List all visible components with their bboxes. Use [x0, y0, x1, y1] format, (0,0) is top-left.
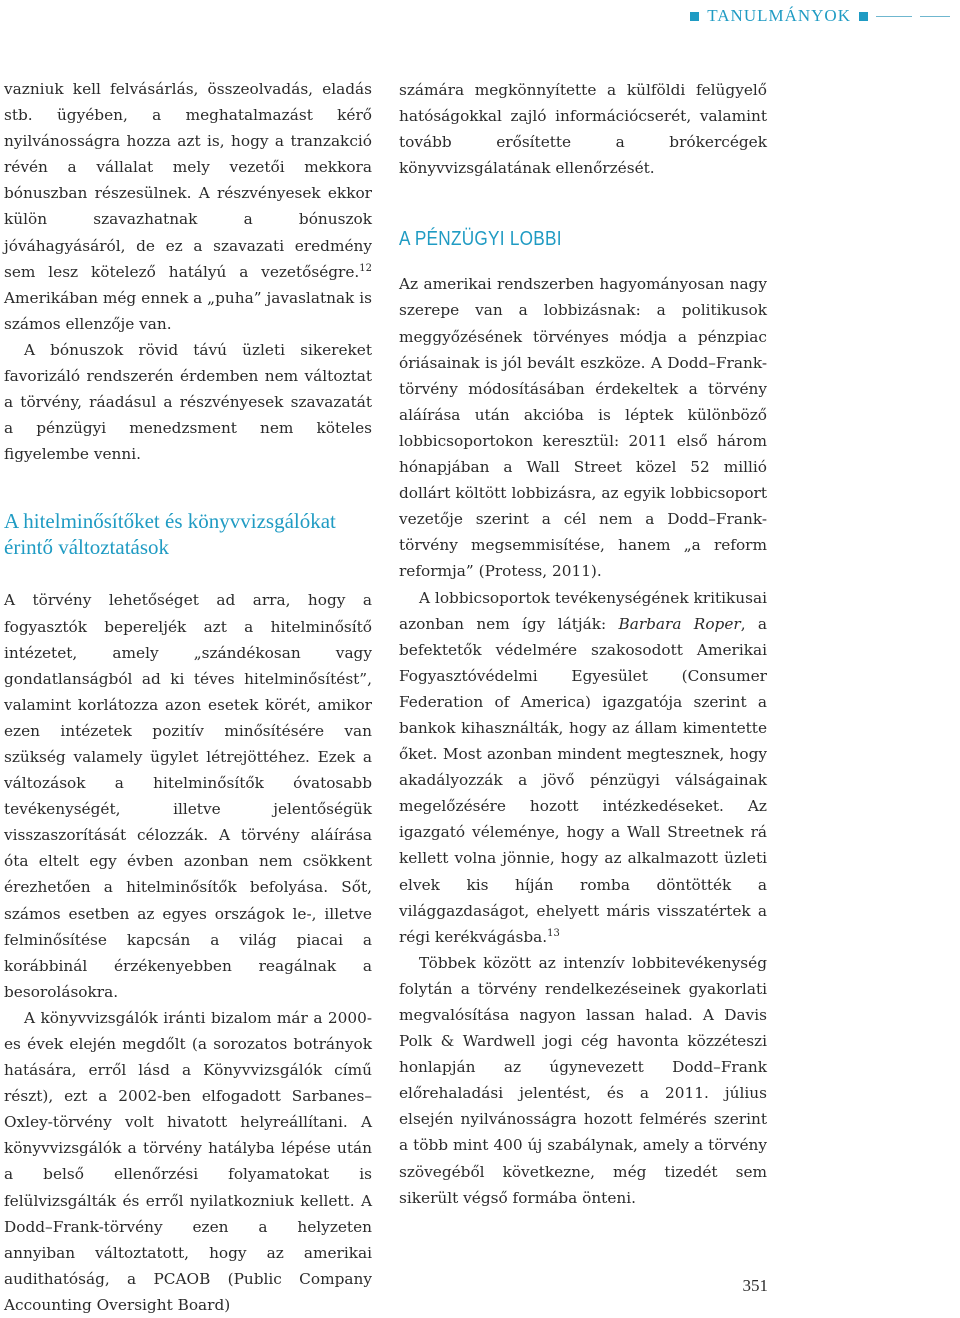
left-paragraph-4: A könyvvizsgálók iránti bizalom már a 2000-es évek elején megdőlt (a sorozatos botrányok hatására, erről lásd a Könyvvizsgálók című részt), ezt a 2002-ben elfogadott Sarbanes–Oxley-törvény volt hivatott helyreállítani. A könyvvizsgálók a törvény hatályba lépése után a belső ellenőrzési folyamatokat is felülvizsgálták és erről nyilatkozniuk kellett. A Dodd–Frank-törvény ezen a helyzeten annyiban változtatott, hogy az amerikai audithatóság, a PCAOB (Public Company Accounting Oversight Board) [4, 1008, 372, 1314]
header-square-left [690, 12, 699, 21]
running-header [690, 4, 950, 28]
footnote-ref-12: 12 [359, 262, 372, 274]
footnote-ref-13: 13 [547, 927, 560, 939]
right-paragraph-3-text-cont: , a befektetők védelmére szakosodott Amerikai Fogyasztóvédelmi Egyesület (Consumer Federation of America) igazgatója szerint a bankok kihasználták, hogy az állam kimentette őket. Most azonban mindent megtesznek, hogy akadályozzák a jövő pénzügyi válságainak megelőzésére hozott intézkedéseket. Az igazgató véleménye, hogy a Wall Streetnek rá kellett volna jönnie, hogy az alkalmazott üzleti elvek kis híján romba döntötték a világgazdaságot, ehelyett máris visszatértek a régi kerékvágásba. [399, 614, 768, 946]
header-rule-2 [920, 16, 950, 17]
right-paragraph-4: Többek között az intenzív lobbitevékenység folytán a törvény rendelkezéseinek gyakorlati megvalósítása nagyon lassan halad. A Davis Polk & Wardwell jogi cég havonta közzéteszi honlapján az úgynevezett Dodd–Frank előrehaladási jelentést, és a 2011. július elsején nyilvánosságra hozott felmérés szerint a több mint 400 új szabálynak, amely a törvény szövegéből következne, még tizedét sem sikerült végső formába önteni. [399, 953, 767, 1207]
right-paragraph-3-text: A lobbicsoportok tevékenységének kritikusai azonban nem így látják: [399, 588, 767, 633]
page-number: 351 [742, 1276, 768, 1295]
left-paragraph-1 [4, 76, 372, 337]
left-paragraph-3: A törvény lehetőséget ad arra, hogy a fogyasztók bepereljék azt a hitelminősítő intézetet, amely „szándékosan vagy gondatlanságból ad ki téves hitelminősítést”, valamint korlátozza azon esetek körét, amikor ezen intézetek pozitív minősítésére van szükség valamely ügylet létrejöttéhez. Ezek a változások a hitelminősítők óvatosabb tevékenységét, illetve jelentőségük visszaszorítását célozzák. A törvény aláírása óta eltelt egy évben azonban nem csökkent érezhetően a hitelminősítők befolyása. Sőt, számos esetben az egyes országok le-, illetve felminősítése kapcsán a világ piacai a korábbinál érzékenyebben reagálnak a besorolásokra. [4, 591, 372, 1001]
section-label: TANULMÁNYOK [707, 6, 851, 25]
left-paragraph-1-text: vazniuk kell felvásárlás, összeolvadás, eladás stb. ügyében, a meghatalmazást kérő nyilvánosságra hozza azt is, hogy a tranzakció révén a vállalat mely vezetői mekkora bónuszban részesülnek. A részvényesek ekkor külön szavazhatnak a bónuszok jóváhagyásáról, de ez a szavazati eredmény sem lesz kötelező hatályú a vezetőségre. [4, 80, 372, 281]
right-column [399, 77, 767, 1211]
person-name: Barbara Roper [618, 614, 741, 633]
right-paragraph-3 [399, 585, 767, 950]
left-column [4, 76, 372, 1318]
section-heading-lobbi: A PÉNZÜGYI LOBBI [399, 228, 562, 251]
section-heading-hitelminositok: A hitelminősítőket és könyvvizsgálókat érintő változtatások [4, 509, 336, 560]
right-paragraph-1: számára megkönnyítette a külföldi felügyelő hatóságokkal zajló információcserét, valamint tovább erősítette a brókercégek könyvvizsgálatának ellenőrzését. [399, 81, 767, 178]
header-rule-1 [876, 16, 912, 17]
right-paragraph-2: Az amerikai rendszerben hagyományosan nagy szerepe van a lobbizásnak: a politikusok meggyőzésének törvényes módja a pénzpiac óriásainak is jól bevált eszköze. A Dodd–Frank-törvény módosításában érdekeltek a törvény aláírása után akcióba is léptek különböző lobbicsoportokon keresztül: 2011 első három hónapjában a Wall Street közel 52 millió dollárt költött lobbizásra, az egyik lobbicsoport vezetője szerint a cél nem a Dodd–Frank-törvény megsemmisítése, hanem „a reform reformja” (Protess, 2011). [399, 275, 767, 581]
left-paragraph-1-text-cont: Amerikában még ennek a „puha” javaslatnak is számos ellenzője van. [4, 288, 372, 333]
header-square-right [859, 12, 868, 21]
left-paragraph-2: A bónuszok rövid távú üzleti sikereket favorizáló rendszerén érdemben nem változtat a törvény, ráadásul a részvényesek szavazatát a pénzügyi menedzsment nem köteles figyelembe venni. [4, 340, 372, 464]
